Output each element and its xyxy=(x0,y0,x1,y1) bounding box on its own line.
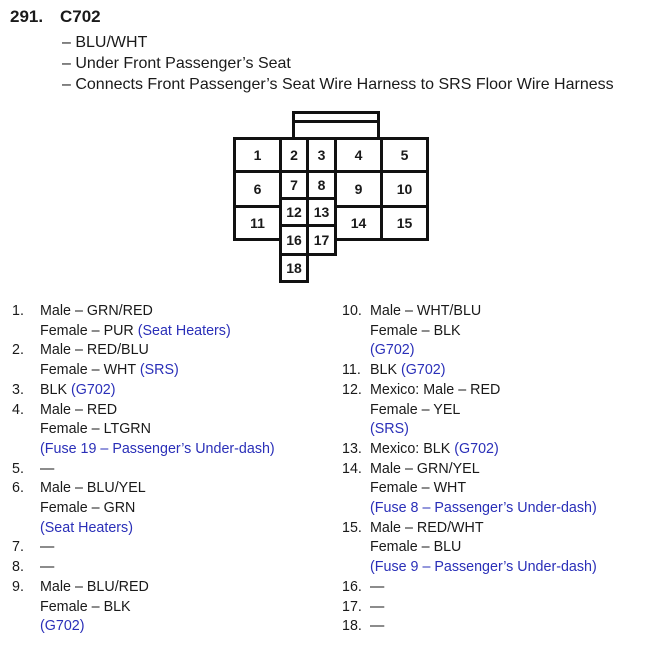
cavity-14: 14 xyxy=(334,205,383,241)
pin-line xyxy=(40,499,275,519)
cavity-16: 16 xyxy=(279,224,309,256)
pin-line xyxy=(40,538,275,558)
pin-line xyxy=(370,420,597,440)
pin-line xyxy=(370,598,597,618)
reference-link[interactable]: (G702) xyxy=(370,342,415,359)
connector-details xyxy=(62,32,614,95)
pin-wire-text: — xyxy=(370,578,385,595)
pin-description xyxy=(370,361,597,381)
pin-item xyxy=(342,578,597,598)
pin-description xyxy=(370,440,597,460)
pin-number: 1. xyxy=(12,303,24,319)
connector-id: C702 xyxy=(60,7,101,26)
pin-line xyxy=(40,381,275,401)
pin-line xyxy=(370,499,597,519)
cavity-9: 9 xyxy=(334,170,383,208)
reference-link[interactable]: (G702) xyxy=(71,381,116,398)
pin-number: 6. xyxy=(12,480,24,497)
pin-item xyxy=(12,381,275,401)
pin-wire-text: Female – BLK xyxy=(40,598,131,615)
reference-link[interactable]: (G702) xyxy=(454,440,499,457)
cavity-13: 13 xyxy=(306,197,337,227)
pin-line xyxy=(40,617,275,637)
pin-line xyxy=(40,578,275,598)
pin-line xyxy=(370,558,597,578)
cavity-6: 6 xyxy=(233,170,282,208)
pin-description xyxy=(370,598,597,618)
pin-item xyxy=(342,519,597,578)
pin-description xyxy=(40,538,275,558)
pin-wire-text: Male – GRN/RED xyxy=(40,303,153,319)
pin-wire-text: Male – WHT/BLU xyxy=(370,303,482,319)
pin-line xyxy=(40,460,275,480)
reference-link[interactable]: (Seat Heaters) xyxy=(40,519,133,536)
pin-line xyxy=(370,381,597,401)
pin-number: 3. xyxy=(12,381,24,398)
pin-item xyxy=(342,302,597,361)
pin-description xyxy=(370,578,597,598)
reference-link[interactable]: (G702) xyxy=(401,362,446,379)
cavity-2: 2 xyxy=(279,137,309,173)
pin-number: 12. xyxy=(342,381,362,398)
pin-line xyxy=(370,361,597,381)
reference-link[interactable]: (Seat Heaters) xyxy=(137,322,231,339)
cavity-15: 15 xyxy=(380,205,429,241)
pin-number: 16. xyxy=(342,578,362,595)
pin-item xyxy=(342,381,597,440)
pin-number: 17. xyxy=(342,598,362,615)
pin-item xyxy=(12,460,275,480)
cavity-10: 10 xyxy=(380,170,429,208)
pin-description xyxy=(40,341,275,380)
cavity-3: 3 xyxy=(306,137,337,173)
pin-line xyxy=(40,322,275,342)
pin-line xyxy=(40,341,275,361)
pin-line xyxy=(370,479,597,499)
pin-line xyxy=(370,538,597,558)
pin-wire-text: — xyxy=(370,598,385,615)
pin-line xyxy=(370,519,597,539)
pin-line xyxy=(40,420,275,440)
reference-link[interactable]: (G702) xyxy=(40,618,85,635)
pin-item xyxy=(12,401,275,460)
pin-wire-text: — xyxy=(370,618,385,635)
pin-description xyxy=(370,460,597,519)
pin-wire-text: Female – PUR xyxy=(40,322,138,339)
pin-wire-text: Mexico: Male – RED xyxy=(370,381,501,398)
pin-wire-text: — xyxy=(40,559,55,576)
pin-wire-text: Female – BLU xyxy=(370,539,462,556)
pin-line xyxy=(370,302,597,322)
pin-wire-text: Mexico: BLK xyxy=(370,440,455,457)
pin-line xyxy=(370,322,597,342)
pin-number: 15. xyxy=(342,519,362,536)
pin-wire-text: Male – RED/BLU xyxy=(40,342,149,359)
cavity-12: 12 xyxy=(279,197,309,227)
pin-number: 2. xyxy=(12,342,24,359)
cavity-8: 8 xyxy=(306,170,337,200)
pin-item xyxy=(12,558,275,578)
pin-description xyxy=(370,519,597,578)
pin-item xyxy=(12,538,275,558)
page-title xyxy=(10,7,101,27)
reference-link[interactable]: (Fuse 8 – Passenger’s Under-dash) xyxy=(370,500,597,517)
pin-item xyxy=(12,479,275,538)
pin-wire-text: Female – BLK xyxy=(370,322,461,339)
pin-description xyxy=(370,381,597,440)
pin-number: 9. xyxy=(12,578,24,595)
pin-description xyxy=(40,460,275,480)
pin-item xyxy=(342,361,597,381)
pin-description xyxy=(40,401,275,460)
pin-item xyxy=(12,578,275,637)
pin-line xyxy=(370,401,597,421)
cavity-4: 4 xyxy=(334,137,383,173)
reference-link[interactable]: (SRS) xyxy=(139,362,179,379)
pin-line xyxy=(40,479,275,499)
pin-number: 5. xyxy=(12,460,24,477)
pin-item xyxy=(12,341,275,380)
pin-line xyxy=(370,460,597,480)
pin-wire-text: Female – LTGRN xyxy=(40,421,151,438)
reference-link[interactable]: (Fuse 19 – Passenger’s Under-dash) xyxy=(40,440,275,457)
pin-wire-text: Male – GRN/YEL xyxy=(370,460,480,477)
pin-wire-text: Male – RED/WHT xyxy=(370,519,484,536)
pin-wire-text: BLK xyxy=(370,362,401,379)
pin-description xyxy=(40,479,275,538)
pin-line xyxy=(370,440,597,460)
cavity-11: 11 xyxy=(233,205,282,241)
connector-location: – Under Front Passenger’s Seat xyxy=(62,53,614,74)
pin-item xyxy=(342,598,597,618)
pin-line xyxy=(40,598,275,618)
pin-list-right xyxy=(342,302,597,637)
pin-wire-text: — xyxy=(40,460,55,477)
item-number: 291. xyxy=(10,7,44,26)
cavity-7: 7 xyxy=(279,170,309,200)
pin-wire-text: Male – BLU/YEL xyxy=(40,480,146,497)
pin-description xyxy=(40,381,275,401)
pin-line xyxy=(40,519,275,539)
pin-line xyxy=(40,440,275,460)
pin-number: 14. xyxy=(342,460,362,477)
pin-wire-text: — xyxy=(40,539,55,556)
pin-wire-text: Female – YEL xyxy=(370,401,461,418)
pin-wire-text: BLK xyxy=(40,381,71,398)
pin-wire-text: Male – BLU/RED xyxy=(40,578,149,595)
cavity-18: 18 xyxy=(279,253,309,283)
pin-number: 4. xyxy=(12,401,24,418)
pin-line xyxy=(40,302,275,322)
reference-link[interactable]: (SRS) xyxy=(370,421,409,438)
pin-item xyxy=(342,440,597,460)
pin-line xyxy=(40,558,275,578)
connector-color: – BLU/WHT xyxy=(62,32,614,53)
pin-number: 10. xyxy=(342,303,362,319)
cavity-1: 1 xyxy=(233,137,282,173)
pin-wire-text: Female – GRN xyxy=(40,500,136,517)
pin-number: 18. xyxy=(342,618,362,635)
pin-number: 11. xyxy=(342,362,361,379)
pin-item xyxy=(342,460,597,519)
pin-description xyxy=(370,302,597,361)
pin-line xyxy=(370,578,597,598)
pin-number: 8. xyxy=(12,559,24,576)
pin-wire-text: Female – WHT xyxy=(370,480,467,497)
pin-item xyxy=(12,302,275,341)
pin-description xyxy=(370,617,597,637)
reference-link[interactable]: (Fuse 9 – Passenger’s Under-dash) xyxy=(370,559,597,576)
pin-description xyxy=(40,558,275,578)
pin-wire-text: Female – WHT xyxy=(40,362,140,379)
pin-description xyxy=(40,578,275,637)
pin-line xyxy=(40,361,275,381)
pin-number: 7. xyxy=(12,539,24,556)
connector-description: – Connects Front Passenger’s Seat Wire Harness to SRS Floor Wire Harness xyxy=(62,74,614,95)
pin-line xyxy=(370,341,597,361)
cavity-5: 5 xyxy=(380,137,429,173)
pin-description xyxy=(40,302,275,341)
pin-line xyxy=(370,617,597,637)
pin-line xyxy=(40,401,275,421)
pin-number: 13. xyxy=(342,440,362,457)
cavity-17: 17 xyxy=(306,224,337,256)
pin-list-left xyxy=(12,302,275,637)
pin-item xyxy=(342,617,597,637)
pin-wire-text: Male – RED xyxy=(40,401,118,418)
